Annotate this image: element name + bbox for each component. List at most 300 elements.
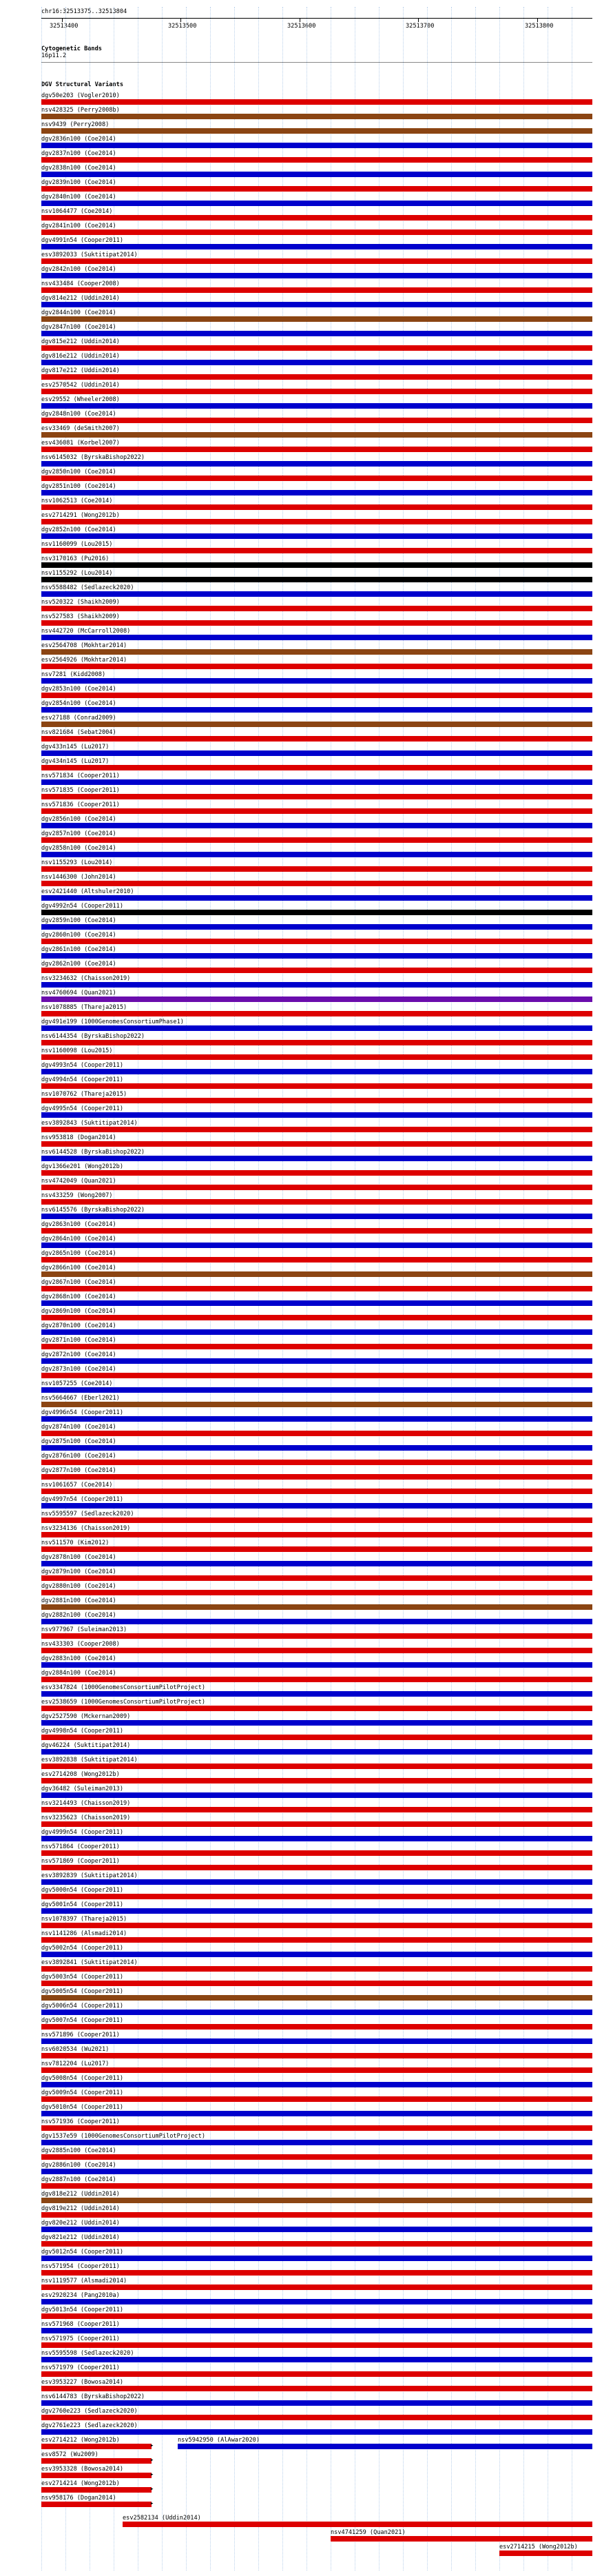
variant-label[interactable]: dgv5003n54 (Cooper2011) — [41, 1974, 123, 1981]
variant-bar[interactable] — [41, 1358, 592, 1364]
variant-bar[interactable] — [41, 114, 592, 119]
variant-bar[interactable] — [41, 1546, 592, 1552]
variant-bar[interactable] — [41, 693, 592, 698]
variant-label[interactable]: nsv3234632 (Chaisson2019) — [41, 975, 131, 982]
variant-label[interactable]: nsv1160098 (Lou2015) — [41, 1047, 113, 1054]
variant-label[interactable]: dgv2853n100 (Coe2014) — [41, 686, 116, 693]
variant-bar[interactable] — [41, 765, 592, 770]
variant-bar[interactable] — [41, 924, 592, 930]
variant-label[interactable]: esv3347824 (1000GenomesConsortiumPilotProject) — [41, 1684, 205, 1691]
variant-label[interactable]: dgv491e199 (1000GenomesConsortiumPhase1) — [41, 1019, 184, 1025]
variant-label[interactable]: dgv820e212 (Uddin2014) — [41, 2220, 120, 2227]
variant-label[interactable]: nsv958176 (Dogan2014) — [41, 2495, 116, 2502]
variant-label[interactable]: nsv571975 (Cooper2011) — [41, 2335, 120, 2342]
variant-label[interactable]: nsv3214493 (Chaisson2019) — [41, 1800, 131, 1807]
variant-bar[interactable] — [41, 258, 592, 264]
variant-bar[interactable] — [123, 2522, 592, 2527]
variant-label[interactable]: nsv5595598 (Sedlazeck2020) — [41, 2350, 134, 2357]
variant-label[interactable]: dgv816e212 (Uddin2014) — [41, 353, 120, 360]
variant-bar[interactable] — [41, 895, 592, 901]
variant-bar[interactable] — [41, 968, 592, 973]
variant-bar[interactable] — [41, 461, 592, 467]
variant-label[interactable]: dgv36482 (Suleiman2013) — [41, 1786, 123, 1792]
variant-bar[interactable] — [41, 2154, 592, 2160]
variant-label[interactable]: esv2538659 (1000GenomesConsortiumPilotProject) — [41, 1699, 205, 1706]
variant-label[interactable]: dgv2875n100 (Coe2014) — [41, 1438, 116, 1445]
variant-bar[interactable] — [499, 2551, 592, 2556]
variant-bar[interactable] — [41, 649, 592, 655]
variant-label[interactable]: dgv5006n54 (Cooper2011) — [41, 2003, 123, 2010]
variant-bar[interactable] — [41, 1735, 592, 1740]
variant-label[interactable]: esv2564708 (Mokhtar2014) — [41, 642, 127, 649]
variant-bar[interactable] — [41, 1517, 592, 1523]
variant-bar[interactable] — [41, 982, 592, 988]
variant-label[interactable]: nsv1062513 (Coe2014) — [41, 498, 113, 504]
variant-label[interactable]: dgv2844n100 (Coe2014) — [41, 309, 116, 316]
variant-bar[interactable] — [41, 779, 592, 785]
variant-label[interactable]: dgv2866n100 (Coe2014) — [41, 1265, 116, 1271]
variant-label[interactable]: dgv2876n100 (Coe2014) — [41, 1453, 116, 1460]
variant-label[interactable]: dgv2860n100 (Coe2014) — [41, 932, 116, 939]
variant-label[interactable]: nsv4760694 (Quan2021) — [41, 990, 116, 996]
variant-label[interactable]: dgv2869n100 (Coe2014) — [41, 1308, 116, 1315]
variant-bar[interactable] — [41, 1141, 592, 1147]
variant-label[interactable]: nsv571869 (Cooper2011) — [41, 1858, 120, 1865]
variant-bar[interactable] — [41, 490, 592, 495]
variant-label[interactable]: nsv571896 (Cooper2011) — [41, 2032, 120, 2038]
variant-label[interactable]: nsv1078397 (Thareja2015) — [41, 1916, 127, 1923]
variant-bar[interactable] — [41, 201, 592, 206]
variant-bar[interactable] — [331, 2536, 592, 2542]
variant-label[interactable]: esv2421440 (Altshuler2010) — [41, 888, 134, 895]
variant-bar[interactable] — [41, 403, 592, 409]
variant-bar[interactable] — [41, 1329, 592, 1335]
variant-label[interactable]: dgv2882n100 (Coe2014) — [41, 1612, 116, 1619]
variant-bar[interactable] — [41, 2212, 592, 2218]
variant-bar[interactable] — [41, 1228, 592, 1234]
variant-label[interactable]: dgv2847n100 (Coe2014) — [41, 324, 116, 331]
variant-bar[interactable] — [41, 1503, 592, 1509]
variant-label[interactable]: dgv2851n100 (Coe2014) — [41, 483, 116, 490]
variant-bar[interactable] — [41, 1156, 592, 1161]
variant-bar[interactable] — [41, 316, 592, 322]
variant-bar[interactable] — [41, 186, 592, 192]
variant-label[interactable]: dgv2850n100 (Coe2014) — [41, 469, 116, 476]
variant-bar[interactable] — [41, 418, 592, 423]
variant-label[interactable]: nsv433259 (Wong2007) — [41, 1192, 113, 1199]
variant-bar[interactable] — [41, 1677, 592, 1682]
variant-label[interactable]: nsv821684 (Sebat2004) — [41, 729, 116, 736]
variant-bar[interactable] — [41, 2082, 592, 2087]
variant-bar[interactable] — [41, 1619, 592, 1624]
variant-bar[interactable] — [41, 1416, 592, 1422]
variant-label[interactable]: dgv5008n54 (Cooper2011) — [41, 2075, 123, 2082]
variant-label[interactable]: nsv7812204 (Lu2017) — [41, 2061, 110, 2067]
variant-label[interactable]: dgv819e212 (Uddin2014) — [41, 2205, 120, 2212]
variant-label[interactable]: dgv5002n54 (Cooper2011) — [41, 1945, 123, 1952]
variant-bar[interactable] — [41, 866, 592, 872]
variant-bar[interactable] — [41, 635, 592, 640]
variant-label[interactable]: dgv821e212 (Uddin2014) — [41, 2234, 120, 2241]
variant-bar[interactable] — [41, 837, 592, 843]
variant-label[interactable]: esv2582134 (Uddin2014) — [123, 2515, 201, 2522]
variant-bar[interactable] — [41, 1098, 592, 1103]
variant-label[interactable]: dgv2838n100 (Coe2014) — [41, 165, 116, 172]
variant-bar[interactable] — [41, 2444, 152, 2449]
variant-label[interactable]: esv29552 (Wheeler2008) — [41, 396, 120, 403]
variant-label[interactable]: dgv2867n100 (Coe2014) — [41, 1279, 116, 1286]
variant-bar[interactable] — [41, 1662, 592, 1668]
variant-label[interactable]: dgv434n145 (Lu2017) — [41, 758, 110, 765]
variant-bar[interactable] — [41, 2458, 152, 2464]
variant-label[interactable]: nsv1160099 (Lou2015) — [41, 541, 113, 548]
variant-bar[interactable] — [41, 1214, 592, 1219]
variant-bar[interactable] — [41, 1040, 592, 1045]
variant-bar[interactable] — [41, 432, 592, 438]
variant-bar[interactable] — [41, 1286, 592, 1291]
variant-label[interactable]: dgv5013n54 (Cooper2011) — [41, 2307, 123, 2313]
variant-bar[interactable] — [41, 620, 592, 626]
variant-bar[interactable] — [41, 2140, 592, 2145]
variant-bar[interactable] — [41, 345, 592, 351]
variant-bar[interactable] — [41, 2415, 592, 2420]
variant-label[interactable]: esv436081 (Korbel2007) — [41, 440, 120, 447]
variant-bar[interactable] — [41, 2241, 592, 2247]
variant-bar[interactable] — [41, 2328, 592, 2333]
variant-label[interactable]: nsv5664667 (Eberl2021) — [41, 1395, 120, 1402]
variant-label[interactable]: dgv5012n54 (Cooper2011) — [41, 2249, 123, 2256]
variant-label[interactable]: dgv4992n54 (Cooper2011) — [41, 903, 123, 910]
variant-bar[interactable] — [41, 143, 592, 148]
variant-bar[interactable] — [41, 1821, 592, 1827]
variant-bar[interactable] — [41, 2067, 592, 2073]
variant-bar[interactable] — [41, 2313, 592, 2319]
variant-label[interactable]: nsv571835 (Cooper2011) — [41, 787, 120, 794]
variant-bar[interactable] — [178, 2444, 592, 2449]
variant-label[interactable]: dgv2871n100 (Coe2014) — [41, 1337, 116, 1344]
variant-label[interactable]: esv2570542 (Uddin2014) — [41, 382, 120, 389]
variant-bar[interactable] — [41, 229, 592, 235]
variant-label[interactable]: nsv1119577 (Alsmadi2014) — [41, 2278, 127, 2284]
variant-bar[interactable] — [41, 504, 592, 510]
variant-label[interactable]: nsv6145576 (ByrskaBishop2022) — [41, 1207, 145, 1214]
variant-label[interactable]: esv2714208 (Wong2012b) — [41, 1771, 120, 1778]
variant-label[interactable]: dgv2883n100 (Coe2014) — [41, 1655, 116, 1662]
variant-label[interactable]: nsv9439 (Perry2008) — [41, 121, 110, 128]
variant-bar[interactable] — [41, 1792, 592, 1798]
variant-label[interactable]: dgv5010n54 (Cooper2011) — [41, 2104, 123, 2111]
variant-bar[interactable] — [41, 1185, 592, 1190]
variant-label[interactable]: nsv6144528 (ByrskaBishop2022) — [41, 1149, 145, 1156]
variant-label[interactable]: esv8572 (Wu2009) — [41, 2451, 98, 2458]
variant-bar[interactable] — [41, 215, 592, 221]
variant-label[interactable]: dgv2877n100 (Coe2014) — [41, 1467, 116, 1474]
variant-label[interactable]: esv3892843 (Suktitipat2014) — [41, 1120, 138, 1127]
variant-bar[interactable] — [41, 750, 592, 756]
variant-bar[interactable] — [41, 244, 592, 249]
variant-label[interactable]: esv2920234 (Pang2010a) — [41, 2292, 120, 2299]
variant-label[interactable]: dgv2879n100 (Coe2014) — [41, 1568, 116, 1575]
variant-bar[interactable] — [41, 1344, 592, 1349]
variant-label[interactable]: nsv6144783 (ByrskaBishop2022) — [41, 2393, 145, 2400]
variant-bar[interactable] — [41, 157, 592, 163]
variant-bar[interactable] — [41, 2342, 592, 2348]
variant-label[interactable]: dgv4991n54 (Cooper2011) — [41, 237, 123, 244]
variant-bar[interactable] — [41, 2400, 592, 2406]
variant-label[interactable]: dgv4997n54 (Cooper2011) — [41, 1496, 123, 1503]
variant-bar[interactable] — [41, 1054, 592, 1060]
variant-bar[interactable] — [41, 1879, 592, 1885]
variant-bar[interactable] — [41, 1706, 592, 1711]
variant-bar[interactable] — [41, 2487, 152, 2493]
variant-label[interactable]: dgv2886n100 (Coe2014) — [41, 2162, 116, 2169]
variant-label[interactable]: dgv2878n100 (Coe2014) — [41, 1554, 116, 1561]
variant-label[interactable]: dgv2873n100 (Coe2014) — [41, 1366, 116, 1373]
variant-bar[interactable] — [41, 1952, 592, 1957]
variant-label[interactable]: dgv2868n100 (Coe2014) — [41, 1294, 116, 1300]
variant-label[interactable]: dgv5005n54 (Cooper2011) — [41, 1988, 123, 1995]
variant-label[interactable]: dgv2854n100 (Coe2014) — [41, 700, 116, 707]
variant-label[interactable]: dgv2837n100 (Coe2014) — [41, 150, 116, 157]
variant-bar[interactable] — [41, 1474, 592, 1480]
variant-bar[interactable] — [41, 2256, 592, 2261]
variant-label[interactable]: esv3892033 (Suktitipat2014) — [41, 252, 138, 258]
variant-label[interactable]: nsv527583 (Shaikh2009) — [41, 613, 120, 620]
variant-bar[interactable] — [41, 1445, 592, 1451]
variant-bar[interactable] — [41, 1170, 592, 1176]
variant-bar[interactable] — [41, 1778, 592, 1783]
variant-bar[interactable] — [41, 1532, 592, 1537]
variant-label[interactable]: dgv4996n54 (Cooper2011) — [41, 1409, 123, 1416]
variant-bar[interactable] — [41, 1300, 592, 1306]
variant-bar[interactable] — [41, 939, 592, 944]
variant-bar[interactable] — [41, 374, 592, 380]
variant-label[interactable]: dgv2880n100 (Coe2014) — [41, 1583, 116, 1590]
variant-label[interactable]: dgv815e212 (Uddin2014) — [41, 338, 120, 345]
variant-bar[interactable] — [41, 2024, 592, 2030]
variant-label[interactable]: esv2714215 (Wong2012b) — [499, 2544, 578, 2551]
variant-label[interactable]: dgv2870n100 (Coe2014) — [41, 1322, 116, 1329]
variant-label[interactable]: esv2714214 (Wong2012b) — [41, 2480, 120, 2487]
variant-label[interactable]: nsv977967 (Suleiman2013) — [41, 1626, 127, 1633]
variant-label[interactable]: dgv1537e59 (1000GenomesConsortiumPilotProject) — [41, 2133, 205, 2140]
variant-label[interactable]: esv2714212 (Wong2012b) — [41, 2437, 120, 2444]
variant-bar[interactable] — [41, 389, 592, 394]
variant-label[interactable]: nsv3170163 (Pu2016) — [41, 555, 110, 562]
variant-label[interactable]: esv3953328 (Bowosa2014) — [41, 2466, 123, 2473]
variant-bar[interactable] — [41, 664, 592, 669]
variant-bar[interactable] — [41, 548, 592, 553]
variant-bar[interactable] — [41, 722, 592, 727]
variant-label[interactable]: nsv4741259 (Quan2021) — [331, 2529, 406, 2536]
variant-bar[interactable] — [41, 1460, 592, 1465]
variant-bar[interactable] — [41, 1243, 592, 1248]
variant-bar[interactable] — [41, 1937, 592, 1943]
variant-label[interactable]: dgv2858n100 (Coe2014) — [41, 845, 116, 852]
variant-bar[interactable] — [41, 1691, 592, 1697]
variant-bar[interactable] — [41, 1025, 592, 1031]
variant-bar[interactable] — [41, 1387, 592, 1393]
variant-bar[interactable] — [41, 562, 592, 568]
variant-bar[interactable] — [41, 1373, 592, 1378]
variant-label[interactable]: dgv433n145 (Lu2017) — [41, 744, 110, 750]
variant-label[interactable]: dgv2852n100 (Coe2014) — [41, 527, 116, 533]
variant-bar[interactable] — [41, 172, 592, 177]
variant-bar[interactable] — [41, 2473, 152, 2478]
variant-bar[interactable] — [41, 1966, 592, 1972]
variant-bar[interactable] — [41, 476, 592, 481]
variant-label[interactable]: dgv4995n54 (Cooper2011) — [41, 1105, 123, 1112]
variant-bar[interactable] — [41, 302, 592, 307]
variant-label[interactable]: nsv433484 (Cooper2008) — [41, 280, 120, 287]
variant-bar[interactable] — [41, 678, 592, 684]
variant-bar[interactable] — [41, 1981, 592, 1986]
variant-bar[interactable] — [41, 996, 592, 1002]
variant-label[interactable]: dgv2872n100 (Coe2014) — [41, 1351, 116, 1358]
variant-label[interactable]: dgv2862n100 (Coe2014) — [41, 961, 116, 968]
variant-bar[interactable] — [41, 794, 592, 799]
variant-label[interactable]: dgv46224 (Suktitipat2014) — [41, 1742, 131, 1749]
variant-label[interactable]: dgv2861n100 (Coe2014) — [41, 946, 116, 953]
variant-bar[interactable] — [41, 2270, 592, 2276]
variant-label[interactable]: dgv2761e223 (Sedlazeck2020) — [41, 2422, 138, 2429]
variant-label[interactable]: esv2714291 (Wong2012b) — [41, 512, 120, 519]
variant-bar[interactable] — [41, 1011, 592, 1016]
variant-label[interactable]: nsv6145032 (ByrskaBishop2022) — [41, 454, 145, 461]
variant-label[interactable]: nsv511570 (Kim2012) — [41, 1540, 110, 1546]
variant-label[interactable]: nsv1155293 (Lou2014) — [41, 859, 113, 866]
variant-bar[interactable] — [41, 910, 592, 915]
variant-label[interactable]: esv33469 (deSmith2007) — [41, 425, 120, 432]
variant-label[interactable]: nsv571954 (Cooper2011) — [41, 2263, 120, 2270]
variant-bar[interactable] — [41, 1908, 592, 1914]
variant-label[interactable]: dgv2884n100 (Coe2014) — [41, 1670, 116, 1677]
variant-label[interactable]: nsv433303 (Cooper2008) — [41, 1641, 120, 1648]
variant-label[interactable]: nsv6020534 (Wu2021) — [41, 2046, 110, 2053]
variant-label[interactable]: esv3953227 (Bowosa2014) — [41, 2379, 123, 2386]
variant-bar[interactable] — [41, 736, 592, 742]
variant-bar[interactable] — [41, 1489, 592, 1494]
variant-label[interactable]: esv3892839 (Suktitipat2014) — [41, 1872, 138, 1879]
variant-bar[interactable] — [41, 1083, 592, 1089]
variant-bar[interactable] — [41, 2096, 592, 2102]
variant-label[interactable]: dgv2839n100 (Coe2014) — [41, 179, 116, 186]
variant-label[interactable]: dgv2840n100 (Coe2014) — [41, 194, 116, 201]
variant-label[interactable]: dgv2842n100 (Coe2014) — [41, 266, 116, 273]
variant-label[interactable]: dgv2863n100 (Coe2014) — [41, 1221, 116, 1228]
variant-bar[interactable] — [41, 1807, 592, 1812]
variant-label[interactable]: nsv1061657 (Coe2014) — [41, 1482, 113, 1489]
variant-label[interactable]: nsv520322 (Shaikh2009) — [41, 599, 120, 606]
variant-label[interactable]: nsv428325 (Perry2008b) — [41, 107, 120, 114]
variant-bar[interactable] — [41, 881, 592, 886]
variant-bar[interactable] — [41, 577, 592, 582]
variant-label[interactable]: dgv2859n100 (Coe2014) — [41, 917, 116, 924]
variant-bar[interactable] — [41, 852, 592, 857]
variant-label[interactable]: nsv442720 (McCarroll2008) — [41, 628, 131, 635]
variant-bar[interactable] — [41, 1764, 592, 1769]
variant-label[interactable]: nsv571979 (Cooper2011) — [41, 2364, 120, 2371]
variant-label[interactable]: dgv2856n100 (Coe2014) — [41, 816, 116, 823]
variant-label[interactable]: dgv817e212 (Uddin2014) — [41, 367, 120, 374]
variant-label[interactable]: dgv2881n100 (Coe2014) — [41, 1597, 116, 1604]
variant-bar[interactable] — [41, 2053, 592, 2058]
variant-label[interactable]: dgv4993n54 (Cooper2011) — [41, 1062, 123, 1069]
variant-label[interactable]: nsv571836 (Cooper2011) — [41, 801, 120, 808]
variant-bar[interactable] — [41, 1590, 592, 1595]
variant-label[interactable]: nsv1141286 (Alsmadi2014) — [41, 1930, 127, 1937]
variant-bar[interactable] — [41, 2038, 592, 2044]
variant-label[interactable]: dgv2848n100 (Coe2014) — [41, 411, 116, 418]
variant-bar[interactable] — [41, 2169, 592, 2174]
variant-bar[interactable] — [41, 1112, 592, 1118]
variant-label[interactable]: nsv571968 (Cooper2011) — [41, 2321, 120, 2328]
variant-label[interactable]: dgv5009n54 (Cooper2011) — [41, 2089, 123, 2096]
variant-bar[interactable] — [41, 606, 592, 611]
variant-label[interactable]: nsv1064477 (Coe2014) — [41, 208, 113, 215]
variant-label[interactable]: dgv2857n100 (Coe2014) — [41, 830, 116, 837]
variant-label[interactable]: esv27188 (Conrad2009) — [41, 715, 116, 722]
variant-label[interactable]: dgv5001n54 (Cooper2011) — [41, 1901, 123, 1908]
variant-label[interactable]: nsv571834 (Cooper2011) — [41, 773, 120, 779]
variant-label[interactable]: nsv571936 (Cooper2011) — [41, 2118, 120, 2125]
variant-bar[interactable] — [41, 1257, 592, 1263]
variant-label[interactable]: nsv1070762 (Thareja2015) — [41, 1091, 127, 1098]
variant-bar[interactable] — [41, 287, 592, 293]
variant-bar[interactable] — [41, 1575, 592, 1581]
variant-bar[interactable] — [41, 808, 592, 814]
variant-bar[interactable] — [41, 2429, 592, 2435]
variant-bar[interactable] — [41, 1894, 592, 1899]
variant-label[interactable]: nsv1057255 (Coe2014) — [41, 1380, 113, 1387]
variant-label[interactable]: esv2564926 (Mokhtar2014) — [41, 657, 127, 664]
variant-label[interactable]: dgv4998n54 (Cooper2011) — [41, 1728, 123, 1735]
variant-bar[interactable] — [41, 2371, 592, 2377]
variant-bar[interactable] — [41, 2111, 592, 2116]
variant-label[interactable]: nsv1078885 (Thareja2015) — [41, 1004, 127, 1011]
variant-bar[interactable] — [41, 1561, 592, 1566]
variant-bar[interactable] — [41, 2386, 592, 2391]
variant-label[interactable]: nsv3234136 (Chaisson2019) — [41, 1525, 131, 1532]
variant-label[interactable]: dgv2836n100 (Coe2014) — [41, 136, 116, 143]
variant-label[interactable]: dgv2527590 (Mckernan2009) — [41, 1713, 131, 1720]
variant-bar[interactable] — [41, 519, 592, 524]
variant-bar[interactable] — [41, 823, 592, 828]
variant-bar[interactable] — [41, 273, 592, 278]
variant-label[interactable]: dgv1366e201 (Wong2012b) — [41, 1163, 123, 1170]
variant-label[interactable]: dgv2841n100 (Coe2014) — [41, 223, 116, 229]
variant-label[interactable]: dgv814e212 (Uddin2014) — [41, 295, 120, 302]
variant-label[interactable]: esv3892838 (Suktitipat2014) — [41, 1757, 138, 1764]
variant-label[interactable]: dgv2864n100 (Coe2014) — [41, 1236, 116, 1243]
variant-label[interactable]: nsv6144354 (ByrskaBishop2022) — [41, 1033, 145, 1040]
variant-bar[interactable] — [41, 953, 592, 959]
variant-label[interactable]: nsv1446300 (John2014) — [41, 874, 116, 881]
variant-bar[interactable] — [41, 1648, 592, 1653]
variant-label[interactable]: dgv2874n100 (Coe2014) — [41, 1424, 116, 1431]
variant-label[interactable]: dgv50e203 (Vogler2010) — [41, 92, 120, 99]
variant-bar[interactable] — [41, 447, 592, 452]
variant-bar[interactable] — [41, 1995, 592, 2001]
variant-bar[interactable] — [41, 2227, 592, 2232]
variant-bar[interactable] — [41, 360, 592, 365]
variant-label[interactable]: nsv953818 (Dogan2014) — [41, 1134, 116, 1141]
variant-label[interactable]: nsv5595597 (Sedlazeck2020) — [41, 1511, 134, 1517]
variant-bar[interactable] — [41, 2502, 152, 2507]
variant-bar[interactable] — [41, 2183, 592, 2189]
variant-bar[interactable] — [41, 1836, 592, 1841]
variant-label[interactable]: dgv4999n54 (Cooper2011) — [41, 1829, 123, 1836]
